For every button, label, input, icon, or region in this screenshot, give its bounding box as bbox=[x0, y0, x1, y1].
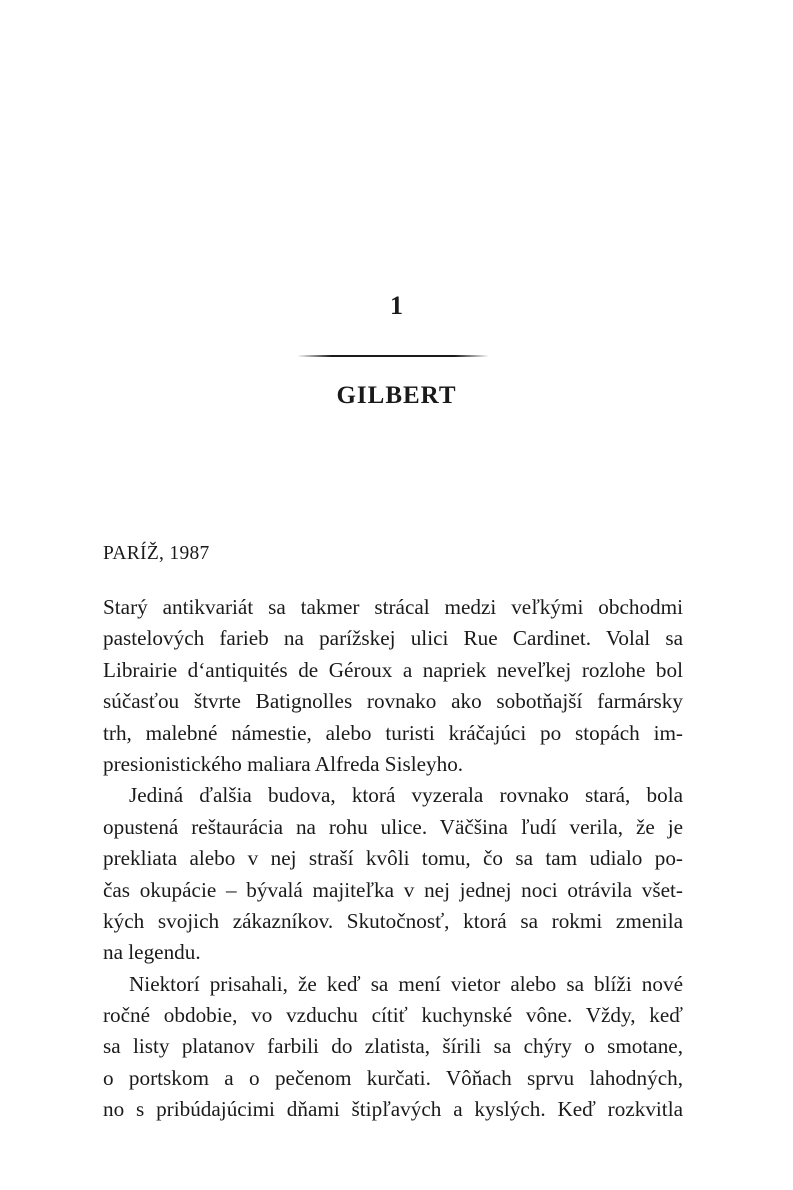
body-text bbox=[103, 592, 683, 1126]
text-line: prekliata alebo v nej straší kvôli tomu, čo sa tam udialo po- bbox=[103, 846, 683, 871]
text-line: kých svojich zákazníkov. Skutočnosť, ktorá sa rokmi zmenila bbox=[103, 908, 683, 933]
text-line: opustená reštaurácia na rohu ulice. Väčšina ľudí verila, že je bbox=[103, 814, 683, 839]
text-line: súčasťou štvrte Batignolles rovnako ako sobotňajší farmársky bbox=[103, 689, 683, 714]
text-line: o portskom a o pečenom kurčati. Vôňach sprvu lahodných, bbox=[103, 1065, 683, 1090]
text-line: Jediná ďalšia budova, ktorá vyzerala rovnako stará, bola bbox=[129, 783, 683, 808]
chapter-title: GILBERT bbox=[336, 382, 457, 409]
text-line: presionistického maliara Alfreda Sisleyho. bbox=[103, 751, 464, 776]
chapter-divider bbox=[297, 355, 489, 357]
text-line: čas okupácie – bývalá majiteľka v nej jednej noci otrávila všet- bbox=[103, 877, 683, 902]
text-line: trh, malebné námestie, alebo turisti kráčajúci po stopách im- bbox=[103, 720, 683, 745]
location-dateline: PARÍŽ, 1987 bbox=[103, 543, 210, 564]
text-line: ročné obdobie, vo vzduchu cítiť kuchynské vône. Vždy, keď bbox=[103, 1003, 683, 1028]
text-line: Librairie d‘antiquités de Géroux a napriek neveľkej rozlohe bol bbox=[103, 657, 683, 682]
text-line: sa listy platanov farbili do zlatista, šírili sa chýry o smotane, bbox=[103, 1034, 683, 1059]
text-line: na legendu. bbox=[103, 940, 201, 965]
text-line: no s pribúdajúcimi dňami štipľavých a kyslých. Keď rozkvitla bbox=[103, 1097, 683, 1122]
text-line: pastelových farieb na parížskej ulici Rue Cardinet. Volal sa bbox=[103, 626, 683, 651]
text-line: Starý antikvariát sa takmer strácal medzi veľkými obchodmi bbox=[103, 595, 683, 619]
chapter-number: 1 bbox=[390, 291, 403, 320]
text-line: Niektorí prisahali, že keď sa mení vietor alebo sa blíži nové bbox=[129, 971, 683, 996]
